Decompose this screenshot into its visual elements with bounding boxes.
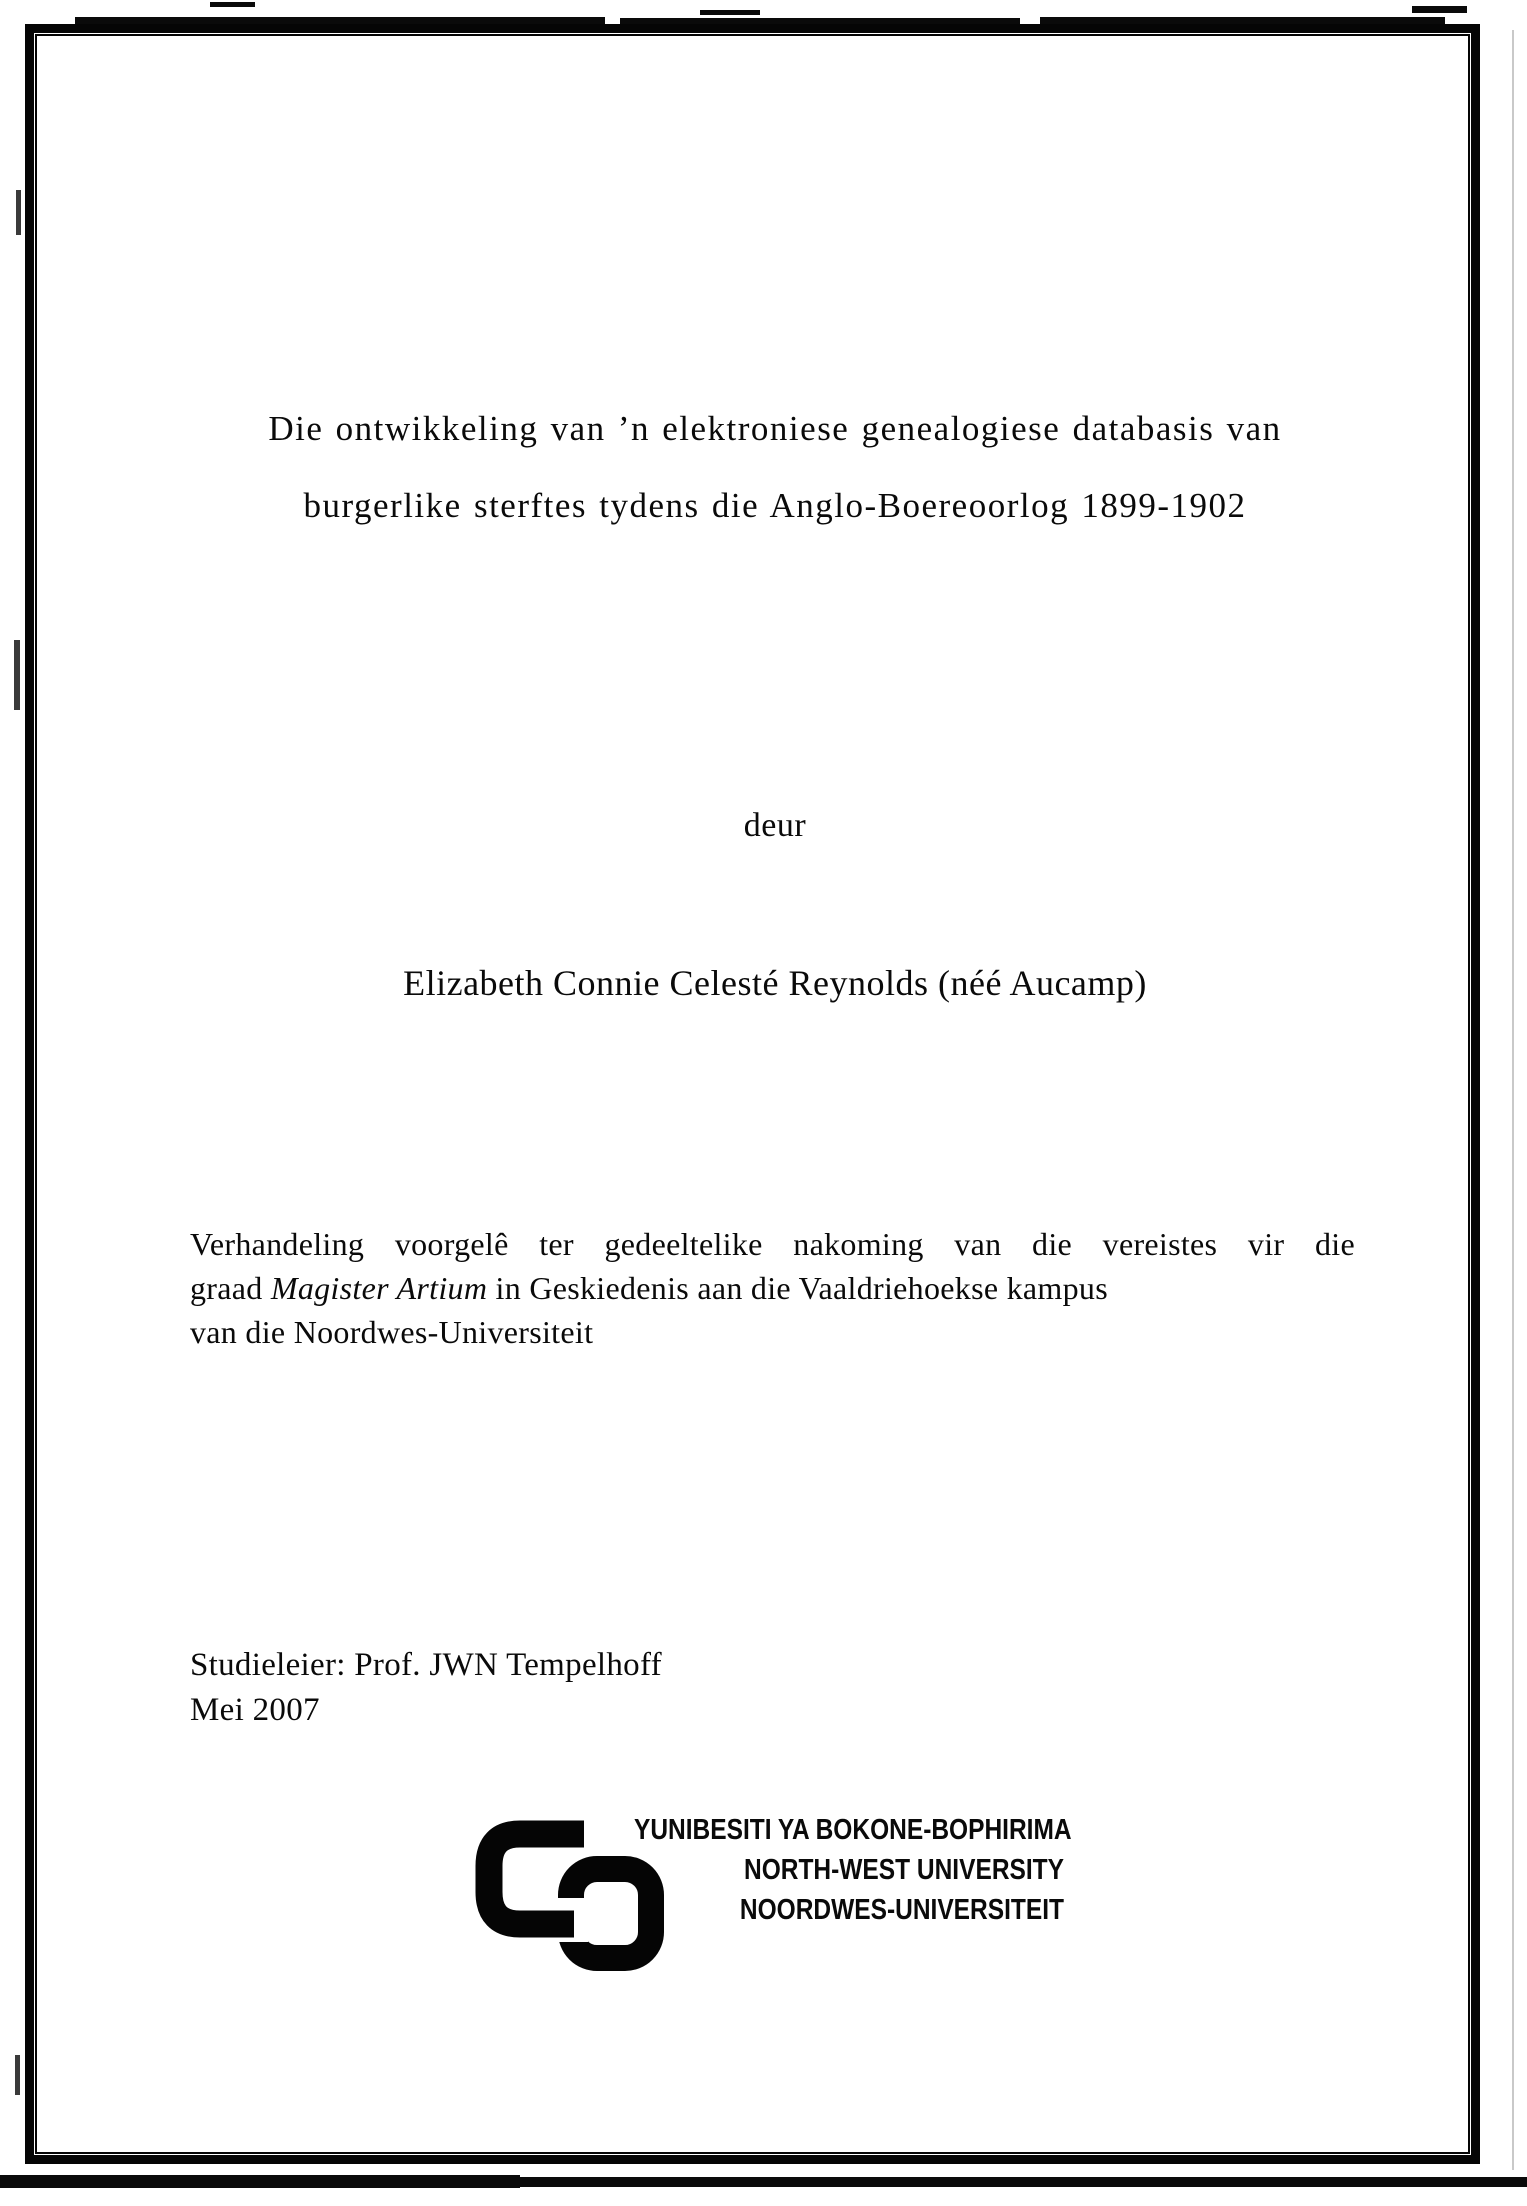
scan-artifact — [16, 190, 21, 235]
supervisor-block — [190, 1643, 662, 1733]
thesis-title — [190, 390, 1360, 544]
statement-line2-suffix: in Geskiedenis aan die Vaaldriehoekse kampus — [487, 1270, 1108, 1306]
nwu-logo-line3: NOORDWES-UNIVERSITEIT — [739, 1894, 1064, 1926]
scan-artifact — [700, 10, 760, 15]
author-name: Elizabeth Connie Celesté Reynolds (néé Aucamp) — [403, 963, 1147, 1003]
supervisor-line: Studieleier: Prof. JWN Tempelhoff — [190, 1647, 662, 1683]
statement-degree-name: Magister Artium — [270, 1270, 488, 1306]
statement-line2 — [190, 1266, 1355, 1310]
scan-artifact — [210, 2, 255, 7]
byline: deur — [743, 807, 807, 844]
scan-artifact — [14, 640, 20, 710]
scan-artifact — [1412, 6, 1467, 13]
statement-line3: van die Noordwes-Universiteit — [190, 1314, 594, 1350]
nwu-logo-line2: NORTH-WEST UNIVERSITY — [743, 1854, 1064, 1886]
nwu-logo-text — [634, 1810, 1072, 1930]
thesis-title-line1: Die ontwikkeling van ’n elektroniese genealogiese databasis van — [268, 409, 1282, 448]
date-line: Mei 2007 — [190, 1692, 320, 1728]
statement-line1: Verhandeling voorgelê ter gedeeltelike nakoming van die vereistes vir die — [190, 1226, 1355, 1262]
thesis-title-line2: burgerlike sterftes tydens die Anglo-Boereoorlog 1899-1902 — [303, 486, 1247, 525]
statement-line2-prefix: graad — [190, 1270, 271, 1306]
nwu-logo-line1: YUNIBESITI YA BOKONE-BOPHIRIMA — [634, 1814, 1072, 1846]
scan-artifact — [1512, 30, 1514, 2170]
dissertation-statement — [190, 1222, 1355, 1354]
scan-artifact — [0, 2175, 520, 2188]
scan-artifact — [520, 2177, 1527, 2187]
scan-artifact — [15, 2055, 20, 2095]
